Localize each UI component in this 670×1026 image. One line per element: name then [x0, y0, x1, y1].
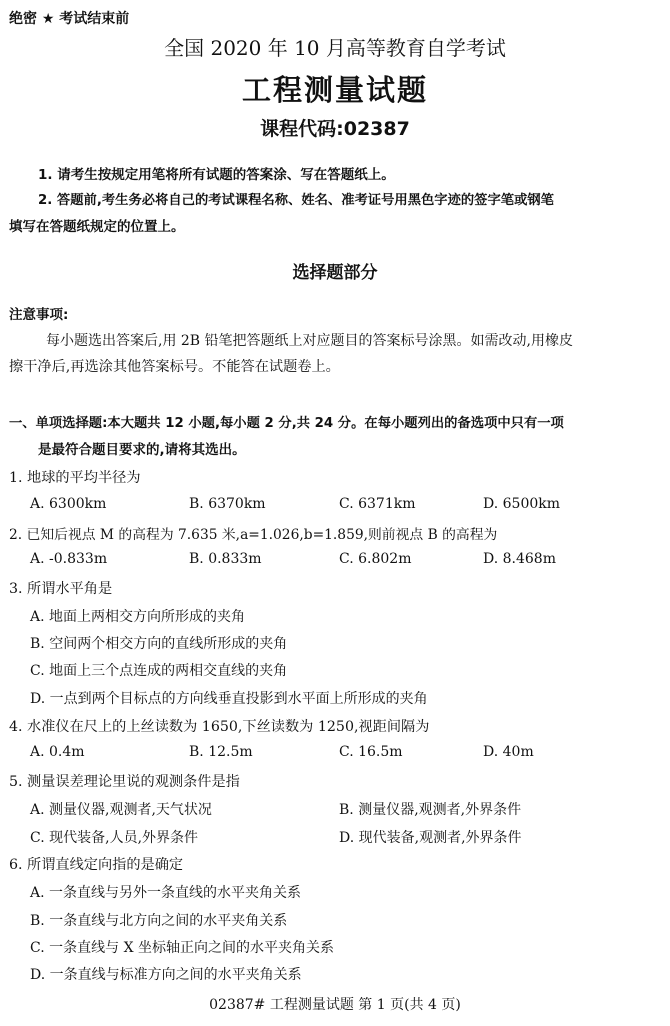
question-stem: 1. 地球的平均半径为 [9, 470, 141, 486]
option-d: D. 40m [483, 744, 534, 760]
section-title: 选择题部分 [292, 263, 378, 283]
option-b: B. 6370km [189, 496, 266, 512]
option-d: D. 一条直线与标准方向之间的水平夹角关系 [30, 967, 302, 983]
instruction-2-line2: 填写在答题纸规定的位置上。 [9, 219, 185, 235]
question-stem: 3. 所谓水平角是 [9, 581, 113, 597]
option-b: B. 一条直线与北方向之间的水平夹角关系 [30, 913, 288, 929]
option-d: D. 一点到两个目标点的方向线垂直投影到水平面上所形成的夹角 [30, 691, 428, 707]
option-b: B. 测量仪器,观测者,外界条件 [339, 802, 522, 818]
option-c: C. 现代装备,人员,外界条件 [30, 830, 199, 846]
notice-label: 注意事项: [9, 307, 69, 323]
option-c: C. 地面上三个点连成的两相交直线的夹角 [30, 663, 288, 679]
option-d: D. 现代装备,观测者,外界条件 [339, 830, 522, 846]
instruction-2-line1: 2. 答题前,考生务必将自己的考试课程名称、姓名、准考证号用黑色字迹的签字笔或钢笔 [38, 193, 554, 208]
question-stem: 2. 已知后视点 M 的高程为 7.635 米,a=1.026,b=1.859,则前视点 B 的高程为 [9, 527, 498, 543]
option-c: C. 一条直线与 X 坐标轴正向之间的水平夹角关系 [30, 940, 334, 956]
option-a: A. 测量仪器,观测者,天气状况 [30, 802, 212, 818]
option-d: D. 8.468m [483, 551, 556, 567]
option-a: A. 一条直线与另外一条直线的水平夹角关系 [30, 885, 302, 901]
part1-heading-line1: 一、单项选择题:本大题共 12 小题,每小题 2 分,共 24 分。在每小题列出的备选项中只有一项 [9, 416, 564, 431]
option-b: B. 12.5m [189, 744, 253, 760]
instruction-1: 1. 请考生按规定用笔将所有试题的答案涂、写在答题纸上。 [38, 167, 395, 183]
question-stem: 5. 测量误差理论里说的观测条件是指 [9, 774, 240, 790]
secret-mark: 绝密 ★ 考试结束前 [9, 11, 130, 27]
option-a: A. 6300km [30, 496, 107, 512]
part1-heading-line2: 是最符合题目要求的,请将其选出。 [38, 442, 246, 458]
option-c: C. 6371km [339, 496, 416, 512]
notice-line1: 每小题选出答案后,用 2B 铅笔把答题纸上对应题目的答案标号涂黑。如需改动,用橡皮 [46, 333, 573, 349]
page-footer: 02387# 工程测量试题 第 1 页(共 4 页) [209, 997, 461, 1013]
option-a: A. 地面上两相交方向所形成的夹角 [30, 609, 246, 625]
question-stem: 6. 所谓直线定向指的是确定 [9, 857, 184, 873]
option-d: D. 6500km [483, 496, 561, 512]
question-stem: 4. 水准仪在尺上的上丝读数为 1650,下丝读数为 1250,视距间隔为 [9, 719, 430, 735]
course-code: 课程代码:02387 [260, 118, 410, 140]
option-a: A. -0.833m [30, 551, 108, 567]
page-title: 工程测量试题 [241, 73, 428, 107]
notice-line2: 擦干净后,再选涂其他答案标号。不能答在试题卷上。 [9, 359, 340, 375]
option-a: A. 0.4m [30, 744, 85, 760]
option-b: B. 0.833m [189, 551, 262, 567]
option-b: B. 空间两个相交方向的直线所形成的夹角 [30, 636, 288, 652]
option-c: C. 16.5m [339, 744, 403, 760]
option-c: C. 6.802m [339, 551, 412, 567]
exam-name: 全国 2020 年 10 月高等教育自学考试 [164, 36, 506, 60]
